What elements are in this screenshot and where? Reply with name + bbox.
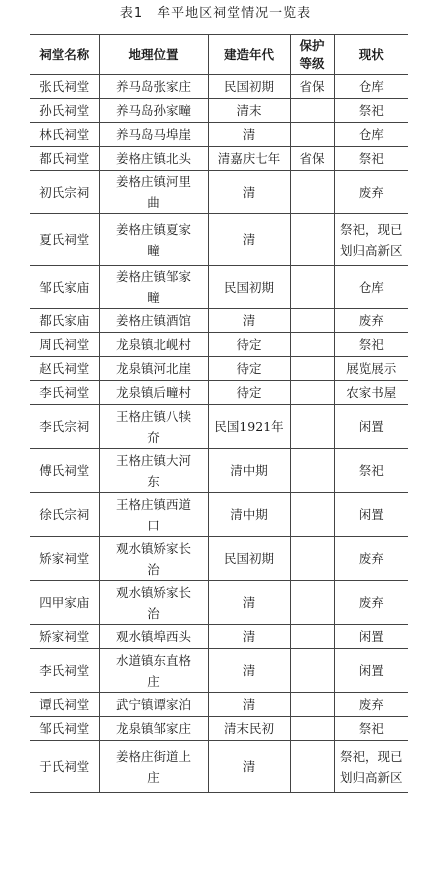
table-row <box>30 214 408 266</box>
cell-era: 清末 <box>208 99 290 123</box>
cell-location: 龙泉镇北岘村 <box>99 333 208 357</box>
cell-era: 清 <box>208 123 290 147</box>
column-header-name: 祠堂名称 <box>30 35 99 75</box>
cell-location: 养马岛孙家疃 <box>99 99 208 123</box>
cell-status: 祭祀 <box>334 147 408 171</box>
cell-era: 清 <box>208 625 290 649</box>
cell-location: 水道镇东直格庄 <box>99 649 208 693</box>
table-row <box>30 147 408 171</box>
table-row <box>30 333 408 357</box>
cell-location: 姜格庄街道上庄 <box>99 741 208 793</box>
cell-location: 王格庄镇八犊夼 <box>99 405 208 449</box>
table-row <box>30 693 408 717</box>
cell-name: 傅氏祠堂 <box>30 449 99 493</box>
cell-era: 清 <box>208 581 290 625</box>
cell-status: 废弃 <box>334 581 408 625</box>
cell-status: 仓库 <box>334 123 408 147</box>
cell-era: 民国初期 <box>208 75 290 99</box>
cell-location: 姜格庄镇河里曲 <box>99 171 208 214</box>
cell-protection <box>290 171 334 214</box>
cell-protection <box>290 449 334 493</box>
cell-location: 观水镇矫家长治 <box>99 581 208 625</box>
cell-location: 姜格庄镇邹家疃 <box>99 266 208 309</box>
cell-protection <box>290 581 334 625</box>
column-header-era: 建造年代 <box>208 35 290 75</box>
cell-era: 民国初期 <box>208 537 290 581</box>
table-row <box>30 581 408 625</box>
table-row <box>30 741 408 793</box>
cell-protection <box>290 381 334 405</box>
cell-status: 祭祀，现已划归高新区 <box>334 741 408 793</box>
cell-name: 夏氏祠堂 <box>30 214 99 266</box>
cell-protection <box>290 693 334 717</box>
cell-era: 清 <box>208 309 290 333</box>
cell-protection <box>290 717 334 741</box>
cell-name: 谭氏祠堂 <box>30 693 99 717</box>
cell-location: 姜格庄镇夏家疃 <box>99 214 208 266</box>
cell-era: 清中期 <box>208 449 290 493</box>
cell-era: 待定 <box>208 333 290 357</box>
cell-name: 邹氏家庙 <box>30 266 99 309</box>
cell-name: 张氏祠堂 <box>30 75 99 99</box>
cell-protection <box>290 99 334 123</box>
cell-era: 清 <box>208 649 290 693</box>
table-row <box>30 123 408 147</box>
cell-name: 邹氏祠堂 <box>30 717 99 741</box>
cell-status: 闲置 <box>334 649 408 693</box>
cell-era: 清嘉庆七年 <box>208 147 290 171</box>
cell-status: 闲置 <box>334 405 408 449</box>
cell-era: 清末民初 <box>208 717 290 741</box>
table-row <box>30 649 408 693</box>
cell-era: 待定 <box>208 381 290 405</box>
cell-location: 龙泉镇河北崖 <box>99 357 208 381</box>
table-row <box>30 537 408 581</box>
cell-name: 于氏祠堂 <box>30 741 99 793</box>
cell-status: 祭祀 <box>334 717 408 741</box>
cell-name: 赵氏祠堂 <box>30 357 99 381</box>
cell-era: 清 <box>208 741 290 793</box>
cell-location: 观水镇矫家长治 <box>99 537 208 581</box>
cell-name: 徐氏宗祠 <box>30 493 99 537</box>
cell-era: 待定 <box>208 357 290 381</box>
cell-era: 清中期 <box>208 493 290 537</box>
table-row <box>30 717 408 741</box>
cell-location: 王格庄镇大河东 <box>99 449 208 493</box>
cell-era: 清 <box>208 693 290 717</box>
cell-location: 龙泉镇邹家庄 <box>99 717 208 741</box>
cell-protection: 省保 <box>290 147 334 171</box>
cell-location: 王格庄镇西道口 <box>99 493 208 537</box>
cell-era: 民国1921年 <box>208 405 290 449</box>
cell-status: 祭祀 <box>334 99 408 123</box>
cell-status: 废弃 <box>334 693 408 717</box>
cell-location: 武宁镇谭家泊 <box>99 693 208 717</box>
cell-status: 祭祀，现已划归高新区 <box>334 214 408 266</box>
table-row <box>30 171 408 214</box>
cell-protection <box>290 741 334 793</box>
cell-status: 农家书屋 <box>334 381 408 405</box>
cell-name: 孙氏祠堂 <box>30 99 99 123</box>
cell-protection <box>290 214 334 266</box>
cell-location: 姜格庄镇北头 <box>99 147 208 171</box>
cell-era: 民国初期 <box>208 266 290 309</box>
cell-protection <box>290 649 334 693</box>
cell-name: 都氏家庙 <box>30 309 99 333</box>
cell-name: 矫家祠堂 <box>30 625 99 649</box>
column-header-status: 现状 <box>334 35 408 75</box>
cell-status: 仓库 <box>334 266 408 309</box>
cell-name: 李氏宗祠 <box>30 405 99 449</box>
table-row <box>30 266 408 309</box>
cell-protection: 省保 <box>290 75 334 99</box>
cell-status: 闲置 <box>334 625 408 649</box>
table-row <box>30 99 408 123</box>
cell-protection <box>290 333 334 357</box>
cell-status: 展览展示 <box>334 357 408 381</box>
cell-name: 林氏祠堂 <box>30 123 99 147</box>
cell-status: 废弃 <box>334 171 408 214</box>
cell-status: 仓库 <box>334 75 408 99</box>
cell-protection <box>290 266 334 309</box>
table-header-row <box>30 35 408 75</box>
table-caption: 表1 牟平地区祠堂情况一览表 <box>119 6 312 21</box>
cell-era: 清 <box>208 214 290 266</box>
cell-protection <box>290 537 334 581</box>
cell-location: 养马岛马埠崖 <box>99 123 208 147</box>
cell-protection <box>290 309 334 333</box>
table-row <box>30 357 408 381</box>
table-row <box>30 625 408 649</box>
cell-protection <box>290 357 334 381</box>
cell-status: 祭祀 <box>334 333 408 357</box>
table-row <box>30 381 408 405</box>
cell-name: 周氏祠堂 <box>30 333 99 357</box>
table-row <box>30 405 408 449</box>
column-header-location: 地理位置 <box>99 35 208 75</box>
cell-protection <box>290 625 334 649</box>
cell-name: 李氏祠堂 <box>30 649 99 693</box>
cell-name: 初氏宗祠 <box>30 171 99 214</box>
cell-protection <box>290 405 334 449</box>
cell-status: 祭祀 <box>334 449 408 493</box>
cell-name: 四甲家庙 <box>30 581 99 625</box>
cell-name: 李氏祠堂 <box>30 381 99 405</box>
cell-name: 矫家祠堂 <box>30 537 99 581</box>
cell-location: 龙泉镇后疃村 <box>99 381 208 405</box>
cell-protection <box>290 123 334 147</box>
cell-protection <box>290 493 334 537</box>
table-row <box>30 493 408 537</box>
cell-era: 清 <box>208 171 290 214</box>
cell-status: 废弃 <box>334 537 408 581</box>
ancestral-hall-table <box>30 34 408 793</box>
table-row <box>30 449 408 493</box>
cell-location: 养马岛张家庄 <box>99 75 208 99</box>
cell-status: 闲置 <box>334 493 408 537</box>
column-header-protection: 保护等级 <box>290 35 334 75</box>
cell-location: 姜格庄镇酒馆 <box>99 309 208 333</box>
table-row <box>30 75 408 99</box>
cell-location: 观水镇埠西头 <box>99 625 208 649</box>
table-row <box>30 309 408 333</box>
cell-status: 废弃 <box>334 309 408 333</box>
cell-name: 都氏祠堂 <box>30 147 99 171</box>
